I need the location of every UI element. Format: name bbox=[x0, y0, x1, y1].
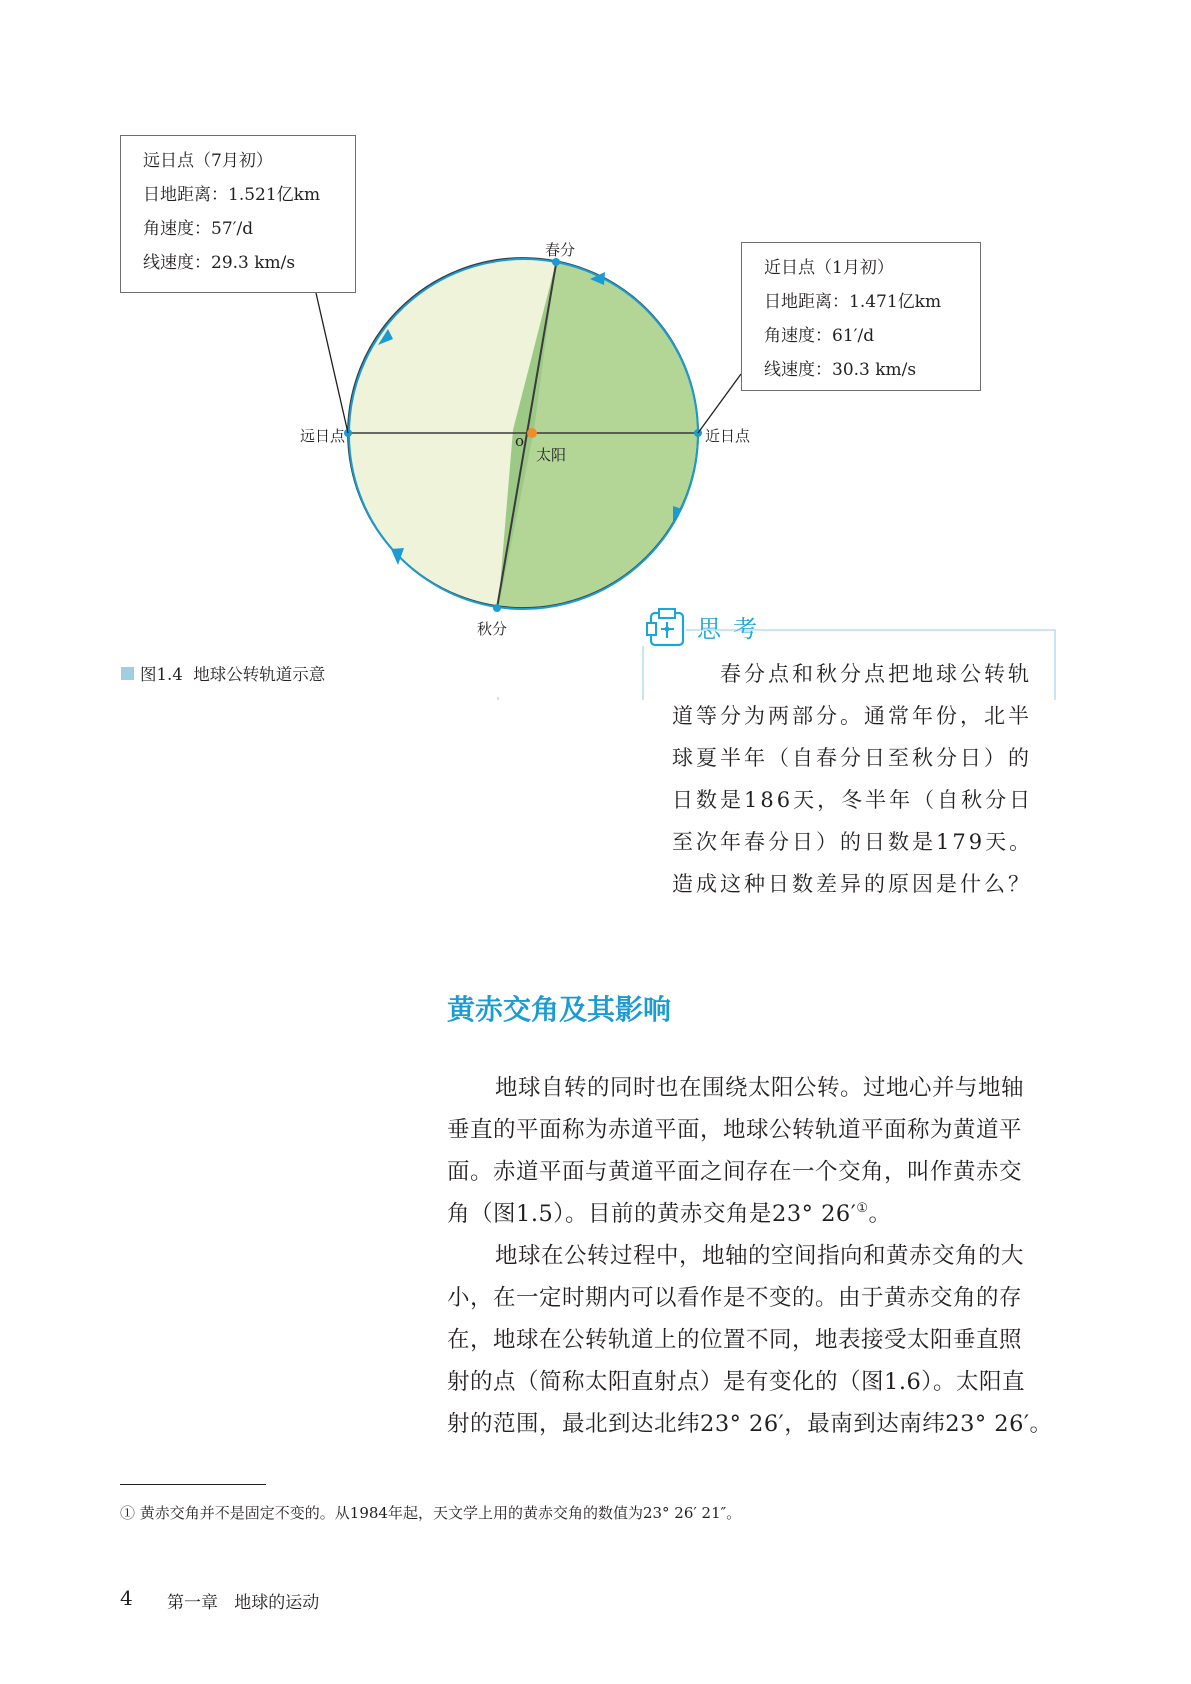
paragraph-line: 射的点（简称太阳直射点）是有变化的（图1.6）。太阳直 bbox=[447, 1369, 1026, 1395]
figure-caption-text: 图1.4 地球公转轨道示意 bbox=[140, 665, 326, 684]
footnote-marker[interactable]: ① bbox=[856, 1201, 869, 1216]
perihelion-linear-speed: 线速度：30.3 km/s bbox=[764, 360, 917, 380]
paragraph-text-end: 。 bbox=[868, 1201, 892, 1227]
chapter-title-footer: 第一章 地球的运动 bbox=[167, 1593, 320, 1613]
aphelion-label: 远日点 bbox=[300, 427, 346, 445]
paragraph-line: 小，在一定时期内可以看作是不变的。由于黄赤交角的存 bbox=[447, 1285, 1023, 1311]
footnote-divider bbox=[120, 1484, 266, 1485]
paragraph-line: 面。赤道平面与黄道平面之间存在一个交角，叫作黄赤交 bbox=[447, 1159, 1023, 1185]
aphelion-info-box bbox=[120, 135, 356, 293]
paragraph-line: 在，地球在公转轨道上的位置不同，地表接受太阳垂直照 bbox=[447, 1327, 1023, 1353]
perihelion-title: 近日点（1月初） bbox=[764, 258, 894, 278]
think-line: 道等分为两部分。通常年份，北半 bbox=[672, 704, 1032, 728]
footnote-text: ① 黄赤交角并不是固定不变的。从1984年起，天文学上用的黄赤交角的数值为23° 26′ 21″。 bbox=[120, 1504, 742, 1522]
center-o-label: o bbox=[515, 432, 525, 450]
think-line: 至次年春分日）的日数是179天。 bbox=[672, 830, 1034, 854]
think-line: 日数是186天，冬半年（自秋分日 bbox=[672, 788, 1034, 812]
paragraph-line: 垂直的平面称为赤道平面，地球公转轨道平面称为黄道平 bbox=[447, 1117, 1023, 1143]
sun-icon bbox=[527, 428, 537, 438]
aphelion-angular-speed: 角速度：57′/d bbox=[143, 219, 254, 239]
paragraph-line: 地球自转的同时也在围绕太阳公转。过地心并与地轴 bbox=[495, 1075, 1025, 1101]
puzzle-icon bbox=[646, 608, 688, 650]
perihelion-angular-speed: 角速度：61′/d bbox=[764, 326, 875, 346]
aphelion-leader-line bbox=[316, 293, 348, 433]
aphelion-distance: 日地距离：1.521亿km bbox=[143, 185, 321, 205]
caption-marker bbox=[121, 667, 134, 680]
think-line: 春分点和秋分点把地球公转轨 bbox=[720, 662, 1032, 686]
paragraph-line: 射的范围，最北到达北纬23° 26′，最南到达南纬23° 26′。 bbox=[447, 1411, 1053, 1437]
paragraph-text: 角（图1.5）。目前的黄赤交角是23° 26′ bbox=[447, 1201, 857, 1227]
paragraph-line: 地球在公转过程中，地轴的空间指向和黄赤交角的大 bbox=[495, 1243, 1025, 1269]
sun-label: 太阳 bbox=[536, 446, 567, 464]
perihelion-label: 近日点 bbox=[705, 427, 751, 445]
section-heading: 黄赤交角及其影响 bbox=[447, 993, 672, 1026]
page-number: 4 bbox=[120, 1586, 133, 1610]
autumn-equinox-point bbox=[493, 604, 501, 612]
think-line: 造成这种日数差异的原因是什么？ bbox=[672, 872, 1032, 896]
perihelion-distance: 日地距离：1.471亿km bbox=[764, 292, 942, 312]
aphelion-linear-speed: 线速度：29.3 km/s bbox=[143, 253, 296, 273]
aphelion-title: 远日点（7月初） bbox=[143, 151, 273, 171]
perihelion-info-box bbox=[741, 242, 981, 391]
think-title: 思考 bbox=[697, 615, 769, 643]
autumn-equinox-label: 秋分 bbox=[477, 620, 508, 638]
figure-caption bbox=[121, 661, 325, 685]
spring-equinox-label: 春分 bbox=[545, 241, 576, 259]
paragraph-line-with-footnote bbox=[447, 1196, 891, 1228]
think-question bbox=[672, 653, 1060, 905]
orbit-diagram bbox=[0, 0, 1191, 700]
think-line: 球夏半年（自春分日至秋分日）的 bbox=[672, 746, 1032, 770]
